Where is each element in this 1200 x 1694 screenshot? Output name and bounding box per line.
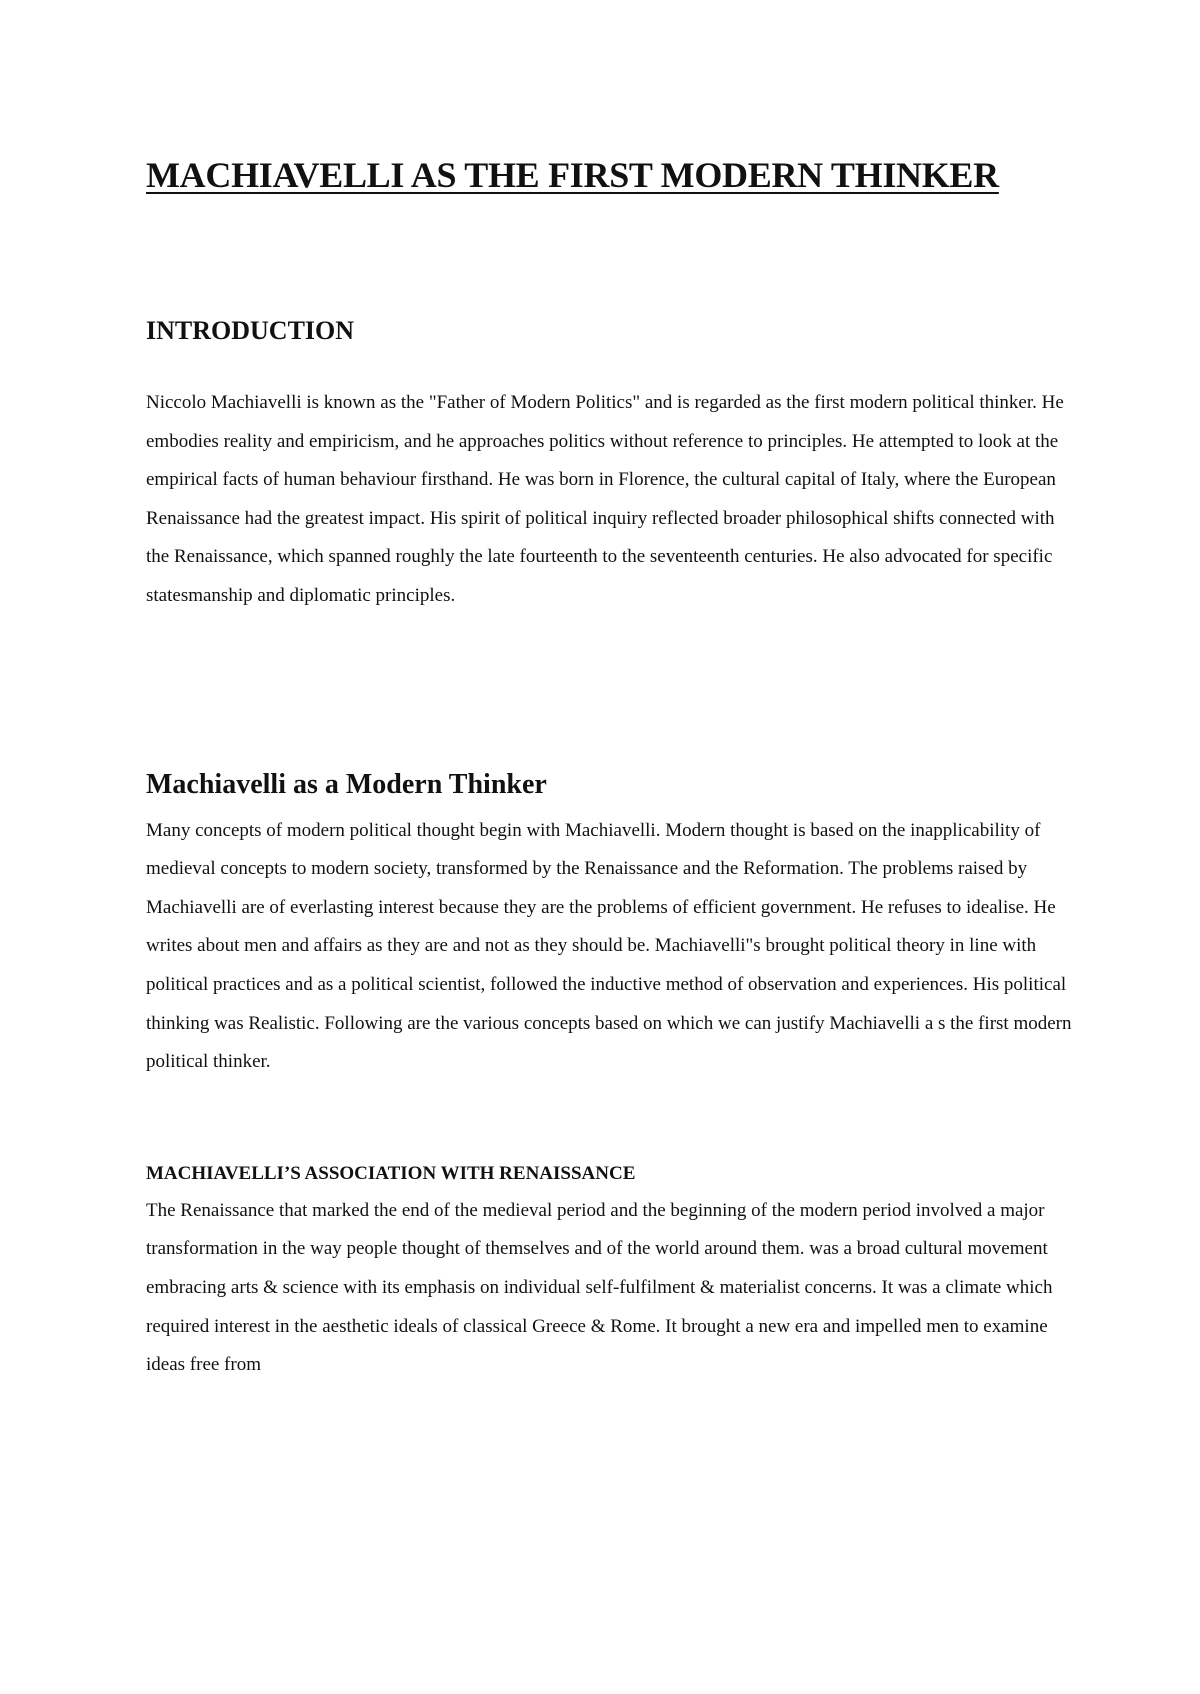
document-body bbox=[146, 140, 1072, 1385]
renaissance-paragraph: The Renaissance that marked the end of the medieval period and the beginning of the modern period involved a major transformation in the way people thought of themselves and of the world around them. was a broad cultural movement embracing arts & science with its emphasis on individual self-fulfilment & materialist concerns. It was a climate which required interest in the aesthetic ideals of classical Greece & Rome. It brought a new era and impelled men to examine ideas free from bbox=[146, 1199, 1053, 1376]
introduction-heading: INTRODUCTION bbox=[146, 316, 355, 345]
renaissance-heading: MACHIAVELLI’S ASSOCIATION WITH RENAISSANCE bbox=[146, 1162, 636, 1184]
modern-thinker-heading: Machiavelli as a Modern Thinker bbox=[146, 768, 547, 800]
document-title: MACHIAVELLI AS THE FIRST MODERN THINKER bbox=[146, 155, 999, 195]
modern-thinker-paragraph: Many concepts of modern political thought begin with Machiavelli. Modern thought is based on the inapplicability of medieval concepts to modern society, transformed by the Renaissance and the Reformation. The problems raised by Machiavelli are of everlasting interest because they are the problems of efficient government. He refuses to idealise. He writes about men and affairs as they are and not as they should be. Machiavelli"s brought political theory in line with political practices and as a political scientist, followed the inductive method of observation and experiences. His political thinking was Realistic. Following are the various concepts based on which we can justify Machiavelli a s the first modern political thinker. bbox=[146, 819, 1072, 1073]
introduction-paragraph: Niccolo Machiavelli is known as the "Father of Modern Politics" and is regarded as the first modern political thinker. He embodies reality and empiricism, and he approaches politics without reference to principles. He attempted to look at the empirical facts of human behaviour firsthand. He was born in Florence, the cultural capital of Italy, where the European Renaissance had the greatest impact. His spirit of political inquiry reflected broader philosophical shifts connected with the Renaissance, which spanned roughly the late fourteenth to the seventeenth centuries. He also advocated for specific statesmanship and diplomatic principles. bbox=[146, 392, 1064, 606]
